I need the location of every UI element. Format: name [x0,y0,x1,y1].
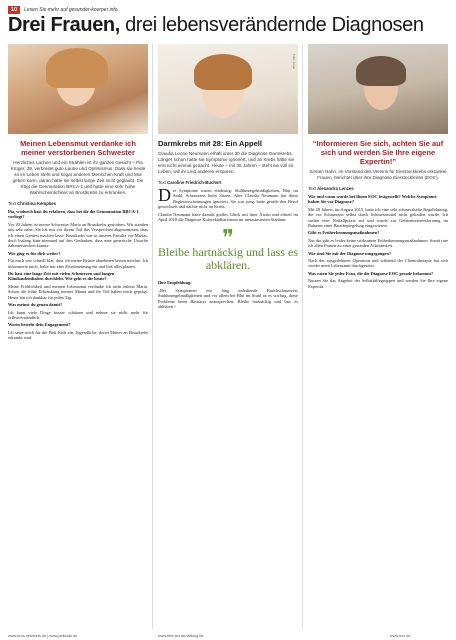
answer: Meine Fröhlichkeit und meinen Lebensmut verdanke ich nicht zuletzt Maria. Schon die frühe Erkrankung meiner Mama und ihr Tod haben mich geprägt. Heute bin ich dankbar für jeden Tag. [8,283,148,300]
drop-cap: D [158,185,171,205]
running-title: Lesen Sie mehr auf gesunder-koerper.info [24,7,118,13]
question: Worin besteht dein Engagement? [8,322,71,328]
article-lead: Herzliches Lachen und ein Strahlen ist ihr ganzes Gesicht – Pia Krüger, 38, verbreitet gute Laune und Optimismus. Dass sie heute so im Leben steht und sogar anderen Menschen Kraft und Mut geben kann, daran hätte sie selbst lange Zeit nicht geglaubt. Sie trägt die Genmutation BRCA-1 und hatte eine sehr hohe Wahrscheinlichkeit an Brustkrebs zu erkranken. [10,160,146,195]
portrait-hair [194,54,252,90]
answer: Nach der ausgedehnten Operation und während der Chemotherapie hat sich wieder mein Lebensmut durchgesetzt. [308,258,448,269]
body-text: ie Symptome waren eindeutig: Stuhlunregelmäßigkeiten, Blut im Stuhl, Schmerzen beim Sitzen. Aber Claudia Neumann hat diese Begleiterscheinungen ignoriert. Sie war jung, hatte gerade den Beruf gewechselt und dachte nicht an Krebs. [158,188,298,210]
answer: Ich setze mich für die Pink Kids ein, Jugendliche, deren Mütter an Brustkrebs erkrankt sind. [8,329,148,341]
footer-link[interactable]: www.eoc.de [390,634,411,638]
question: Was meinst du genau damit? [8,302,63,308]
author-name: Caroline Friedrich-Buchert [167,180,222,185]
portrait-photo [158,44,298,134]
answer: Ich kann viele Dinge besser schätzen und nehme sie nicht mehr für selbstverständlich. [8,309,148,320]
author-line [308,186,448,191]
question: Du hast eine lange Zeit mit vielen Schmerzen und langen Klinikaufenthalten durchlebt. Wie geht es dir heute? [8,271,115,282]
article-lead: Kirsten Hahn, im Vorstand des Vereins für Eierstockkrebs erkrankte Frauen, berichtet über ihre Diagnose Eierstockkrebs (EOC). [309,169,447,180]
question: Wie sind Sie mit der Diagnose umgegangen? [308,250,392,256]
page-title-bold: Drei Frauen, [8,14,120,36]
portrait-photo [8,44,148,134]
question: Wie ging es für dich weiter? [8,250,61,256]
body-paragraph: „Bei Symptomen wie lang anhaltende Bauchschmerzen, Stuhlunregelmäßigkeiten und vor allem bei Blut im Stuhl ist es wichtig, diese Probleme beim Hausarzt anzusprechen. Bleibe hartnäckig und lass es abklären.“ [158,287,298,310]
article-headline: “Informieren Sie sich, achten Sie auf sich und werden Sie Ihre eigene Expertin!” [312,139,444,166]
author-label: Text [308,186,316,191]
answer: Nur die gibt es leider keine wirksamen Früherkennungsmaßnahmen. Somit rate ich allen Frauen zu einer gesunden Achtsamkeit. [308,237,448,249]
page-title [8,14,448,37]
question: Pia, wodurch hast du erfahren, dass bei dir die Genmutation BRCA-1 vorliegt? [8,209,139,220]
article-headline: Darmkrebs mit 28: Ein Appell [158,139,262,148]
author-line [8,201,148,206]
portrait-hair [356,56,406,86]
question: Gibt es Früherkennungsmaßnahmen? [308,230,380,236]
article-kirsten [308,44,448,291]
portrait-photo [308,44,448,134]
author-line [158,180,298,185]
pull-quote [158,225,298,273]
article-claudia [158,44,298,311]
article-headline: Meinen Lebensmut verdanke ich meiner verstorbenen Schwester [20,139,136,157]
column-divider [152,44,153,629]
photo-credit: Foto: privat [292,54,296,70]
column-divider [302,44,303,629]
article-lead: Claudia Leone Neumann erhält unter 30 die Diagnose Darmkrebs. Länger schon hatte sie Symptome ignoriert, und an Krebs hätte sie erst nicht einmal gedacht. Heute – mit 36 Jahren – steht sie voll im Leben, will ihr Leid anderen ersparen. [158,151,295,174]
footer-link[interactable]: www.felix-burda-stiftung.de [158,634,204,638]
body-paragraph: Claudia Neumann hatte damals großes Glück mit ihrer Ärztin und erhielt im April 2018 die Diagnose Kolorektalkarzinom im metastasierten Stadium. [158,211,298,223]
question: Was raten Sie jeder Frau, die die Diagnose EOC gerade bekommt? [308,270,434,276]
question: Wie und wann wurde bei Ihnen EOC festgestellt? Welche Symptome haben Sie vor Diagnose? [308,194,437,205]
recommendation-heading: Ihre Empfehlung: [158,280,192,286]
author-label: Text [158,180,166,185]
body-paragraph [158,185,298,210]
answer: Für mich war schnell klar, dass ich meine Brüste abnehmen lassen möchte. Ich informierte mich, holte mir eine Zweitmeinung ein und ließ alles planen. [8,258,148,269]
answer: Vor 20 Jahren ist meine Schwester Maria an Brustkrebs gestorben. Wir standen uns sehr nahe. Sie hat mir vor ihrem Tod das Versprechen abgenommen, dass ich einen Gentest machen lasse. Brustkrebs war in unserer Familie vor Marias, doch bislang kam niemand auf den Gedanken, dass eine genetische Ursache dahinterstecken könnte. [8,221,148,249]
answer: Mit 48 Jahren, im August 2015, hatte ich eine sehr schmerzhafte Regelblutung, die vor Schmerzen selbst durch Schmerzmittel nicht gelindert wurde. Ich suchte eine Notfallpraxis auf und wurde zur Gebärmutterentfernung im Rahmen einer Bauchspiegelung eingewiesen. [308,206,448,229]
page-title-rest: drei lebensverändernde Diagnosen [119,14,424,36]
answer: Nutzen Sie das Angebot der Selbsthilfegruppen und werden Sie Ihre eigene Expertin. [308,278,448,289]
portrait-hair [46,48,108,88]
page-number: 10 [8,6,20,14]
author-name: Alexandra Lenzes [317,186,354,191]
author-name: Christina Kempkes [17,201,57,206]
quote-mark-icon: ❞ [222,225,234,251]
footer-links[interactable]: www.brca-netzwerk.de | www.pinkkids.de [8,634,78,638]
author-label: Text [8,201,16,206]
pull-quote-text: Bleibe hartnäckig und lass es abklären. [158,245,298,273]
article-pia [8,44,148,343]
